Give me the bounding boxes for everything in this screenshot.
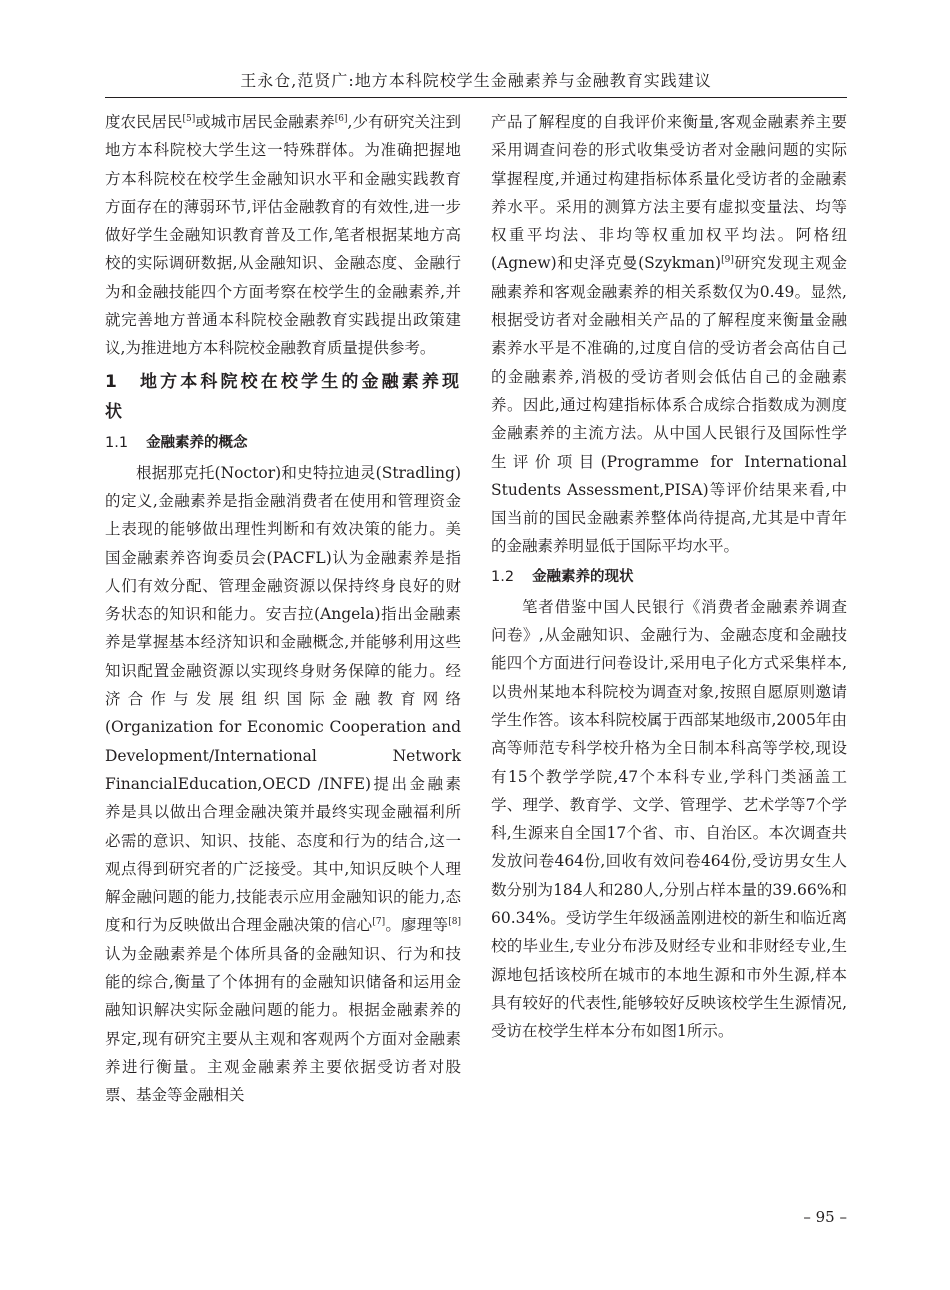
citation-ref[interactable]: [7] [372, 917, 386, 928]
citation-ref[interactable]: [8] [448, 917, 461, 928]
citation-ref[interactable]: [5] [182, 113, 196, 124]
paragraph-definition: 根据那克托(Noctor)和史特拉迪灵(Stradling)的定义,金融素养是指金融消费者在使用和管理资金上表现的能够做出理性判断和有效决策的能力。美国金融素养咨询委员会(PACFL)认为金融素养是指人们有效分配、管理金融资源以保持终身良好的财务状态的知识和能力。安吉拉(Angela)指出金融素养是掌握基本经济知识和金融概念,并能够利用这些知识配置金融资源以实现终身财务保障的能力。经济合作与发展组织国际金融教育网络(Organization for Economic Cooperation and Development/International Network FinancialEducation,OECD /INFE)提出金融素养是具以做出合理金融决策并最终实现金融福利所必需的意识、知识、技能、态度和行为的结合,这一观点得到研究者的广泛接受。其中,知识反映个人理解金融问题的能力,技能表示应用金融知识的能力,态度和行为反映做出合理金融决策的信心[7]。廖理等[8]认为金融素养是个体所具备的金融知识、行为和技能的综合,衡量了个体拥有的金融知识储备和运用金融知识解决实际金融问题的能力。根据金融素养的界定,现有研究主要从主观和客观两个方面对金融素养进行衡量。主观金融素养主要依据受访者对股票、基金等金融相关 [105, 463, 461, 1105]
subsection-title: 金融素养的概念 [146, 434, 248, 451]
subsection-heading [105, 429, 461, 457]
subsection-heading [491, 563, 847, 591]
subsection-title: 金融素养的现状 [532, 568, 634, 585]
running-header: 王永仓,范贤广:地方本科院校学生金融素养与金融教育实践建议 [240, 71, 712, 90]
paragraph-measurement: 产品了解程度的自我评价来衡量,客观金融素养主要采用调查问卷的形式收集受访者对金融问题的实际掌握程度,并通过构建指标体系量化受访者的金融素养水平。采用的测算方法主要有虚拟变量法、均等权重平均法、非均等权重加权平均法。阿格纽(Agnew)和史泽克曼(Szykman)[9]研究发现主观金融素养和客观金融素养的相关系数仅为0.49。显然,根据受访者对金融相关产品的了解程度来衡量金融素养水平是不准确的,过度自信的受访者会高估自己的金融素养,消极的受访者则会低估自己的金融素养。因此,通过构建指标体系合成综合指数成为测度金融素养的主流方法。从中国人民银行及国际性学生评价项目(Programme for International Students Assessment,PISA)等评价结果来看,中国当前的国民金融素养整体尚待提高,尤其是中青年的金融素养明显低于国际平均水平。 [491, 113, 847, 556]
section-heading [105, 367, 461, 427]
paragraph-survey: 笔者借鉴中国人民银行《消费者金融素养调查问卷》,从金融知识、金融行为、金融态度和金融技能四个方面进行问卷设计,采用电子化方式采集样本,以贵州某地本科院校为调查对象,按照自愿原则邀请学生作答。该本科院校属于西部某地级市,2005年由高等师范专科学校升格为全日制本科高等学校,现设有15个教学学院,47个本科专业,学科门类涵盖工学、理学、教育学、文学、管理学、艺术学等7个学科,生源来自全国17个省、市、自治区。本次调查共发放问卷464份,回收有效问卷464份,受访男女生人数分别为184人和280人,分别占样本量的39.66%和60.34%。受访学生年级涵盖刚进校的新生和临近离校的毕业生,专业分布涉及财经专业和非财经专业,生源地包括该校所在城市的本地生源和市外生源,样本具有较好的代表性,能够较好反映该校学生生源情况,受访在校学生样本分布如图1所示。 [491, 597, 847, 1041]
left-column [105, 108, 461, 1110]
subsection-number: 1.1 [105, 434, 129, 451]
subsection-number: 1.2 [491, 568, 515, 585]
citation-ref[interactable]: [9] [721, 255, 734, 266]
section-number: 1 [105, 371, 119, 392]
section-title: 地方本科院校在校学生的金融素养现状 [105, 371, 461, 422]
paragraph-intro: 度农民居民[5]或城市居民金融素养[6],少有研究关注到地方本科院校大学生这一特殊群体。为准确把握地方本科院校在校学生金融知识水平和金融实践教育方面存在的薄弱环节,评估金融教育的有效性,进一步做好学生金融知识教育普及工作,笔者根据某地方高校的实际调研数据,从金融知识、金融态度、金融行为和金融技能四个方面考察在校学生的金融素养,并就完善地方普通本科院校金融教育实践提出政策建议,为推进地方本科院校金融教育质量提供参考。 [105, 113, 461, 358]
header-rule [105, 97, 847, 98]
page-number: – 95 – [803, 1208, 847, 1226]
citation-ref[interactable]: [6] [334, 113, 348, 124]
right-column [491, 108, 847, 1046]
